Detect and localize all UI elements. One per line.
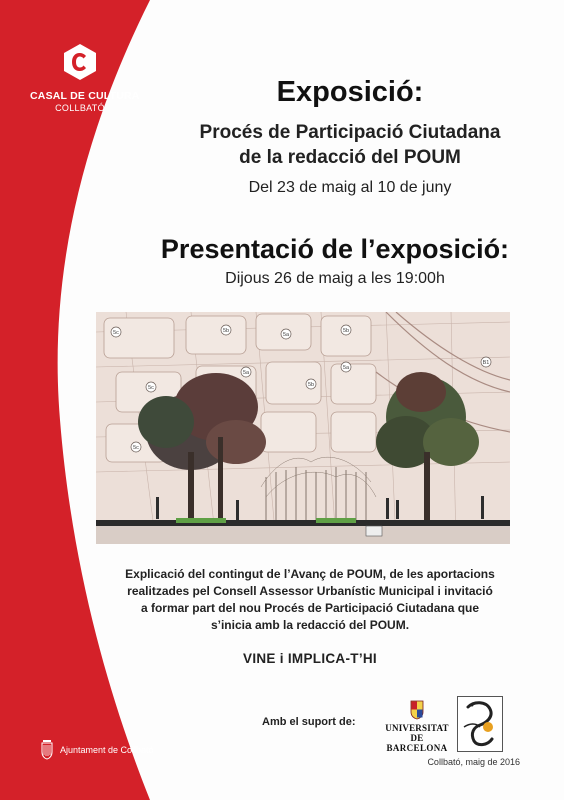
footer-date: Collbató, maig de 2016: [427, 757, 520, 767]
subtitle-line2: de la redacció del POUM: [239, 147, 461, 168]
map-label: 5b: [222, 328, 230, 334]
association-logo: [457, 696, 503, 752]
exhibition-title: Exposició:: [276, 76, 424, 108]
map-label: 5a: [242, 370, 250, 376]
presentation-date: Dijous 26 de maig a les 19:00h: [225, 270, 445, 287]
association-emblem-icon: [458, 697, 502, 751]
map-label: 5a: [342, 365, 350, 371]
ub-line2: BARCELONA: [386, 743, 448, 753]
description-line3: a formar part del nou Procés de Participació Ciutadana que: [140, 601, 480, 615]
map-label: 5c: [133, 445, 139, 451]
c-hexagon-icon: [60, 42, 100, 82]
map-label: 5b: [307, 382, 315, 388]
plan-drawing: [96, 312, 510, 544]
presentation-title: Presentació de l’exposició:: [160, 234, 510, 264]
support-label: Amb el suport de:: [262, 716, 356, 728]
logo-line1: CASAL DE CULTURA: [30, 90, 140, 102]
map-label: B1: [482, 360, 490, 366]
map-label: 5a: [282, 332, 290, 338]
universitat-barcelona-logo: [384, 700, 450, 753]
map-label: 5c: [148, 385, 154, 391]
description-line4: s’inicia amb la redacció del POUM.: [210, 618, 410, 632]
logo-line2: COLLBATÓ: [55, 103, 105, 113]
urban-plan-illustration: [96, 312, 510, 544]
exhibition-subtitle: [160, 120, 540, 170]
map-label: 5b: [342, 328, 350, 334]
slogan: VINE i IMPLICA-T’HI: [243, 651, 377, 666]
coat-of-arms-icon: [40, 738, 54, 760]
exhibition-header: [160, 76, 540, 198]
casal-de-cultura-logo: [30, 42, 140, 113]
ub-shield-icon: [410, 700, 424, 720]
description-line2: realitzades pel Consell Assessor Urbanístic Municipal i invitació: [127, 584, 493, 598]
subtitle-line1: Procés de Participació Ciutadana: [199, 122, 501, 143]
description-line1: Explicació del contingut de l’Avanç de POUM, de les aportacions: [125, 567, 495, 581]
exhibition-dates: Del 23 de maig al 10 de juny: [248, 179, 452, 196]
description-text: [100, 566, 520, 634]
ajuntament-label: Ajuntament de Collbató: [60, 745, 154, 755]
presentation-section: [130, 234, 540, 289]
map-label: 5c: [113, 330, 119, 336]
ub-line1: UNIVERSITAT DE: [385, 723, 449, 743]
